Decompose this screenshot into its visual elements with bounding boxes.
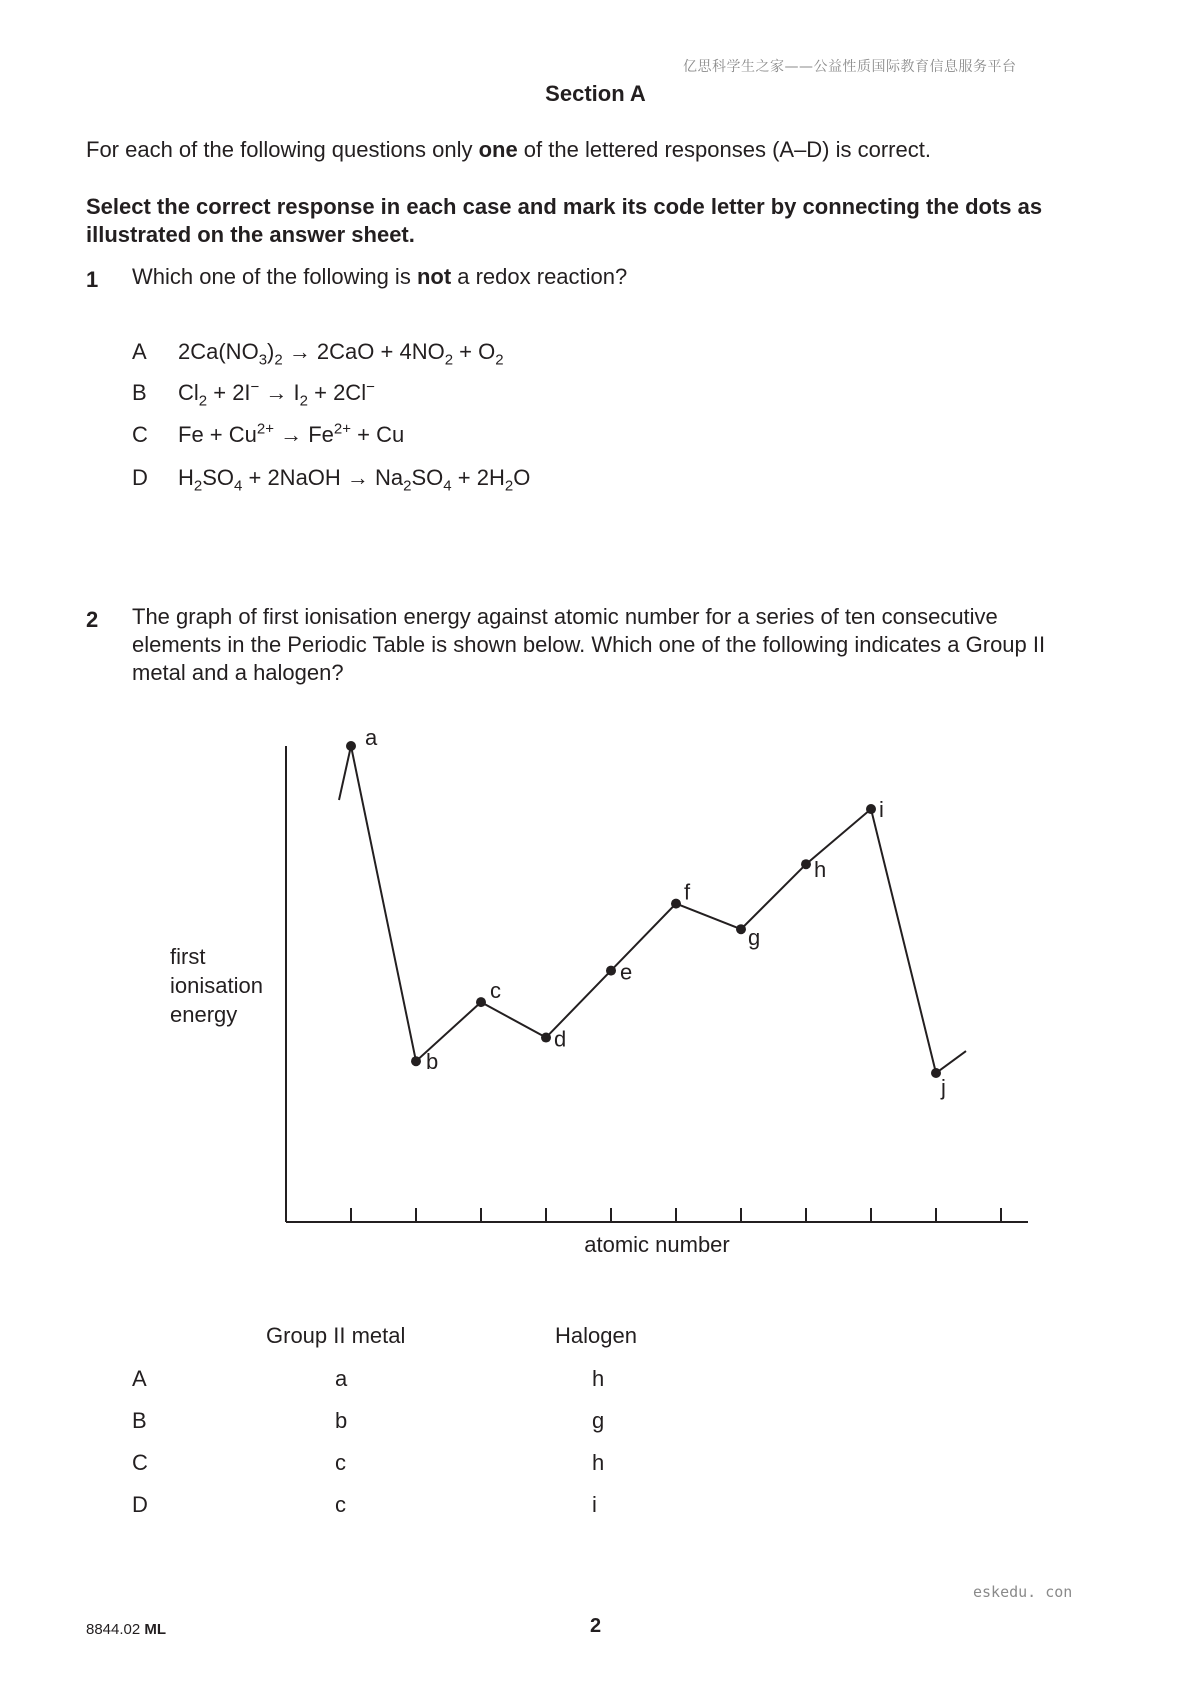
point-label-d: d <box>554 1026 567 1052</box>
q1-option-a-letter[interactable]: A <box>132 339 147 364</box>
q2-option-b-halogen: g <box>592 1408 605 1433</box>
paper-code: 8844.02 ML <box>86 1621 167 1638</box>
q2-option-a-metal: a <box>335 1366 348 1391</box>
q2-option-a-letter[interactable]: A <box>132 1366 147 1391</box>
y-axis-label-line: energy <box>170 1002 238 1027</box>
q2-option-c-halogen: h <box>592 1450 605 1475</box>
data-point-a <box>346 741 356 751</box>
q2-option-d-halogen: i <box>592 1492 597 1517</box>
data-point-d <box>541 1033 551 1043</box>
data-point-c <box>476 997 486 1007</box>
y-axis-label-line: first <box>170 944 206 969</box>
point-label-e: e <box>620 959 633 985</box>
q1-option-b-equation: $Cl_2 + 2I^- \to I_2 + 2Cl^-$ <box>178 378 375 410</box>
instruction-text: Select the correct response in each case and mark its code letter by connecting the dots as illustrated on the answer sheet. <box>86 194 1043 247</box>
question-2-number: 2 <box>86 607 99 632</box>
q2-option-d-metal: c <box>335 1492 346 1517</box>
table-header-group-ii-metal: Group II metal <box>266 1323 406 1348</box>
series-lead-out <box>936 1051 966 1073</box>
data-point-e <box>606 966 616 976</box>
q2-option-d-letter[interactable]: D <box>132 1492 148 1517</box>
data-point-f <box>671 899 681 909</box>
chart-axes <box>286 746 1028 1222</box>
point-label-i: i <box>879 797 884 823</box>
question-2-text: The graph of first ionisation energy against atomic number for a series of ten consecutive elements in the Periodic Table is shown below. Which one of the following indicates a Group II metal and a halogen? <box>132 604 1046 685</box>
site-watermark: eskedu. con <box>973 1583 1073 1601</box>
section-title: Section A <box>545 81 646 106</box>
series-lead-in <box>339 746 351 800</box>
q2-option-b-letter[interactable]: B <box>132 1408 147 1433</box>
question-1-number: 1 <box>86 267 99 292</box>
data-point-b <box>411 1056 421 1066</box>
question-1-text: Which one of the following is not a redox reaction? <box>132 264 628 289</box>
q1-option-c-equation: $Fe + Cu^{2+} \to Fe^{2+} + Cu$ <box>178 420 405 447</box>
q2-option-c-metal: c <box>335 1450 346 1475</box>
q1-option-a-equation: $2Ca(NO_3)_2 \to 2CaO + 4NO_2 + O_2$ <box>178 339 504 369</box>
point-label-h: h <box>814 857 827 883</box>
q1-option-b-letter[interactable]: B <box>132 380 147 405</box>
q2-option-c-letter[interactable]: C <box>132 1450 148 1475</box>
data-point-g <box>736 924 746 934</box>
chart-axis-labels <box>170 944 730 1257</box>
chart-point-labels <box>365 725 946 1100</box>
series-line <box>351 746 936 1073</box>
q2-option-b-metal: b <box>335 1408 348 1433</box>
table-header-halogen: Halogen <box>555 1323 637 1348</box>
q1-option-c-letter[interactable]: C <box>132 422 148 447</box>
watermark-text: 亿思科学生之家——公益性质国际教育信息服务平台 <box>683 59 1017 75</box>
q2-option-a-halogen: h <box>592 1366 605 1391</box>
data-point-h <box>801 859 811 869</box>
point-label-c: c <box>490 978 501 1004</box>
y-axis-label-line: ionisation <box>170 973 263 998</box>
chart-series <box>339 746 966 1073</box>
chart-ticks <box>351 1208 1001 1222</box>
point-label-j: j <box>941 1075 946 1101</box>
data-point-i <box>866 804 876 814</box>
chart-points <box>346 741 941 1078</box>
point-label-f: f <box>684 879 691 905</box>
x-axis-label: atomic number <box>584 1232 730 1257</box>
page-number: 2 <box>589 1615 602 1637</box>
point-label-b: b <box>426 1049 439 1075</box>
q1-option-d-letter[interactable]: D <box>132 465 148 490</box>
data-point-j <box>931 1068 941 1078</box>
point-label-a: a <box>365 725 378 750</box>
intro-text: For each of the following questions only one of the lettered responses (A–D) is correct. <box>86 137 931 162</box>
point-label-g: g <box>748 925 761 951</box>
q1-option-d-equation: $H_2SO_4$ + 2NaOH → $Na_2SO_4 + 2H_2O$ <box>178 465 531 495</box>
